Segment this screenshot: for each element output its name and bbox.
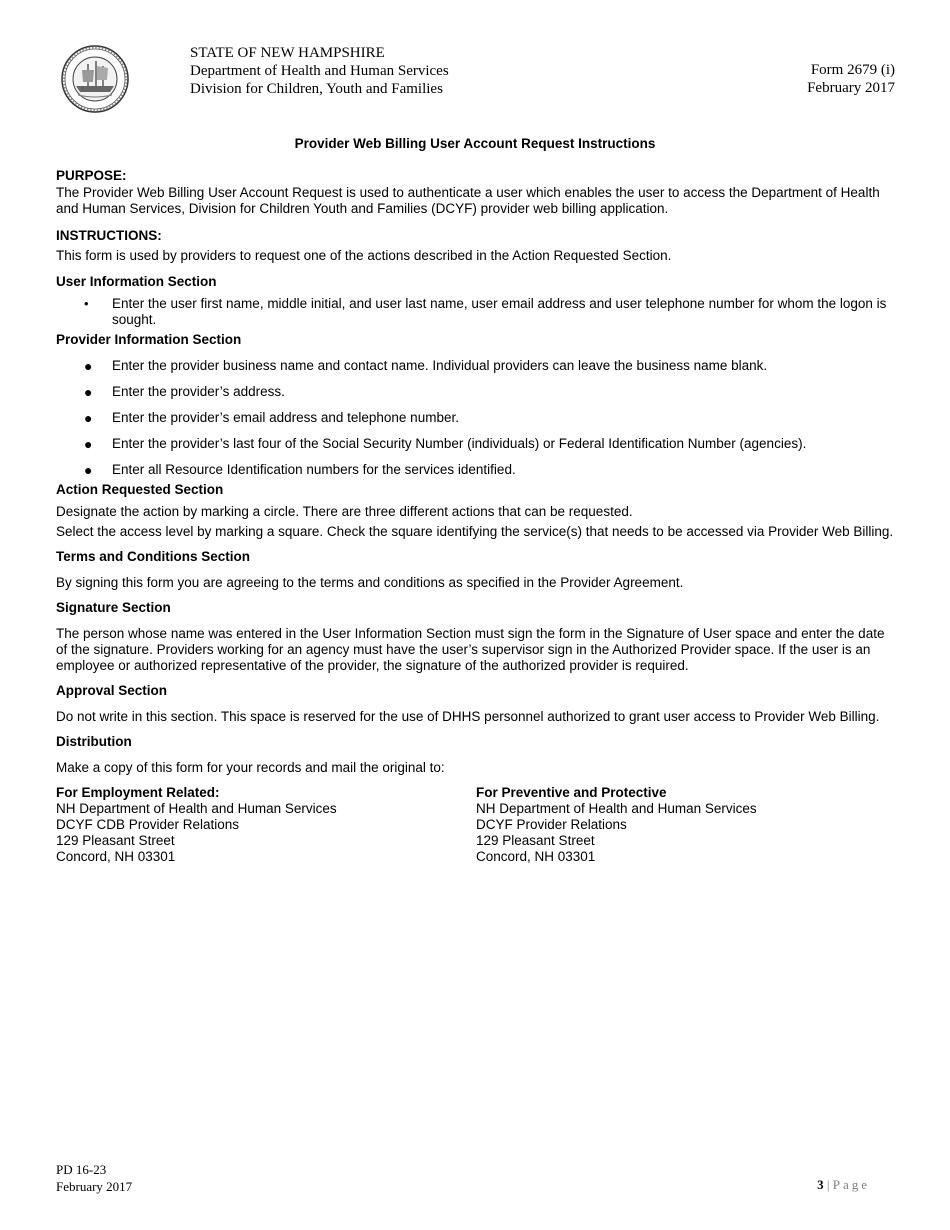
instructions-heading: INSTRUCTIONS: (56, 228, 162, 243)
page-number: 3 (817, 1177, 824, 1192)
preventive-label: For Preventive and Protective (476, 785, 667, 800)
state-seal-icon (60, 44, 130, 114)
mailing-addresses (56, 785, 896, 865)
address-line: DCYF Provider Relations (476, 817, 627, 832)
page-word: Page (832, 1177, 870, 1192)
address-line: NH Department of Health and Human Services (56, 801, 337, 816)
bullet-icon: • (84, 296, 89, 311)
address-line: 129 Pleasant Street (476, 833, 595, 848)
purpose-text: The Provider Web Billing User Account Request is used to authenticate a user which enables the user to access the Department of Health and Human Services, Division for Children Youth and Families (DCYF) provider web billing application. (56, 185, 880, 216)
action-requested-text-2: Select the access level by marking a square. Check the square identifying the service(s) that needs to be accessed via Provider Web Billing. (56, 524, 894, 539)
bullet-icon: ● (84, 462, 93, 478)
document-body (56, 168, 896, 865)
bullet-icon: ● (84, 436, 93, 452)
action-requested-text-1: Designate the action by marking a circle. There are three different actions that can be requested. (56, 504, 633, 519)
action-requested-heading: Action Requested Section (56, 482, 224, 497)
list-item: • Enter the user first name, middle initial, and user last name, user email address and user telephone number for whom the logon is sought. (84, 296, 887, 327)
list-item: ● Enter the provider business name and contact name. Individual providers can leave the business name blank. (84, 358, 768, 374)
footer-left (56, 1161, 132, 1195)
address-line: 129 Pleasant Street (56, 833, 175, 848)
form-number: Form 2679 (i) (810, 62, 895, 78)
user-info-list (56, 296, 896, 328)
purpose-heading: PURPOSE: (56, 168, 127, 183)
agency-state: STATE OF NEW HAMPSHIRE (190, 45, 385, 61)
form-date: February 2017 (807, 80, 895, 96)
signature-text: The person whose name was entered in the User Information Section must sign the form in the Signature of User space and enter the date of the signature. Providers working for an agency must have the user’s supervisor sign in the Authorized Provider space. If the user is an employee or authorized representative of the provider, the signature of the authorized provider is required. (56, 626, 885, 673)
terms-heading: Terms and Conditions Section (56, 549, 251, 564)
list-item: ● Enter the provider’s address. (84, 384, 285, 400)
bullet-icon: ● (84, 410, 93, 426)
bullet-icon: ● (84, 358, 93, 374)
list-item: ● Enter all Resource Identification numbers for the services identified. (84, 462, 516, 478)
document-title: Provider Web Billing User Account Request Instructions (294, 136, 656, 151)
list-item: ● Enter the provider’s email address and telephone number. (84, 410, 459, 426)
employment-address (56, 785, 476, 865)
approval-heading: Approval Section (56, 683, 168, 698)
form-id-block (807, 61, 895, 97)
page-indicator (817, 1177, 870, 1193)
user-info-heading: User Information Section (56, 274, 217, 289)
distribution-text: Make a copy of this form for your records and mail the original to: (56, 760, 445, 775)
instructions-text: This form is used by providers to request one of the actions described in the Action Requested Section. (56, 248, 672, 263)
page-separator: | (826, 1177, 830, 1192)
address-line: Concord, NH 03301 (476, 849, 596, 864)
preventive-address (476, 785, 896, 865)
address-line: NH Department of Health and Human Services (476, 801, 757, 816)
provider-info-list (56, 358, 896, 478)
agency-department: Department of Health and Human Services (190, 63, 449, 79)
address-line: DCYF CDB Provider Relations (56, 817, 240, 832)
address-line: Concord, NH 03301 (56, 849, 176, 864)
employment-label: For Employment Related: (56, 785, 220, 800)
agency-division: Division for Children, Youth and Families (190, 81, 443, 97)
signature-heading: Signature Section (56, 600, 171, 615)
footer-code: PD 16-23 (56, 1162, 107, 1177)
provider-info-heading: Provider Information Section (56, 332, 242, 347)
approval-text: Do not write in this section. This space is reserved for the use of DHHS personnel authorized to grant user access to Provider Web Billing. (56, 709, 880, 724)
terms-text: By signing this form you are agreeing to the terms and conditions as specified in the Provider Agreement. (56, 575, 684, 590)
list-item: ● Enter the provider’s last four of the Social Security Number (individuals) or Federal Identification Number (agencies). (84, 436, 807, 452)
bullet-icon: ● (84, 384, 93, 400)
distribution-heading: Distribution (56, 734, 132, 749)
agency-block (190, 44, 449, 98)
footer-date: February 2017 (56, 1179, 133, 1194)
